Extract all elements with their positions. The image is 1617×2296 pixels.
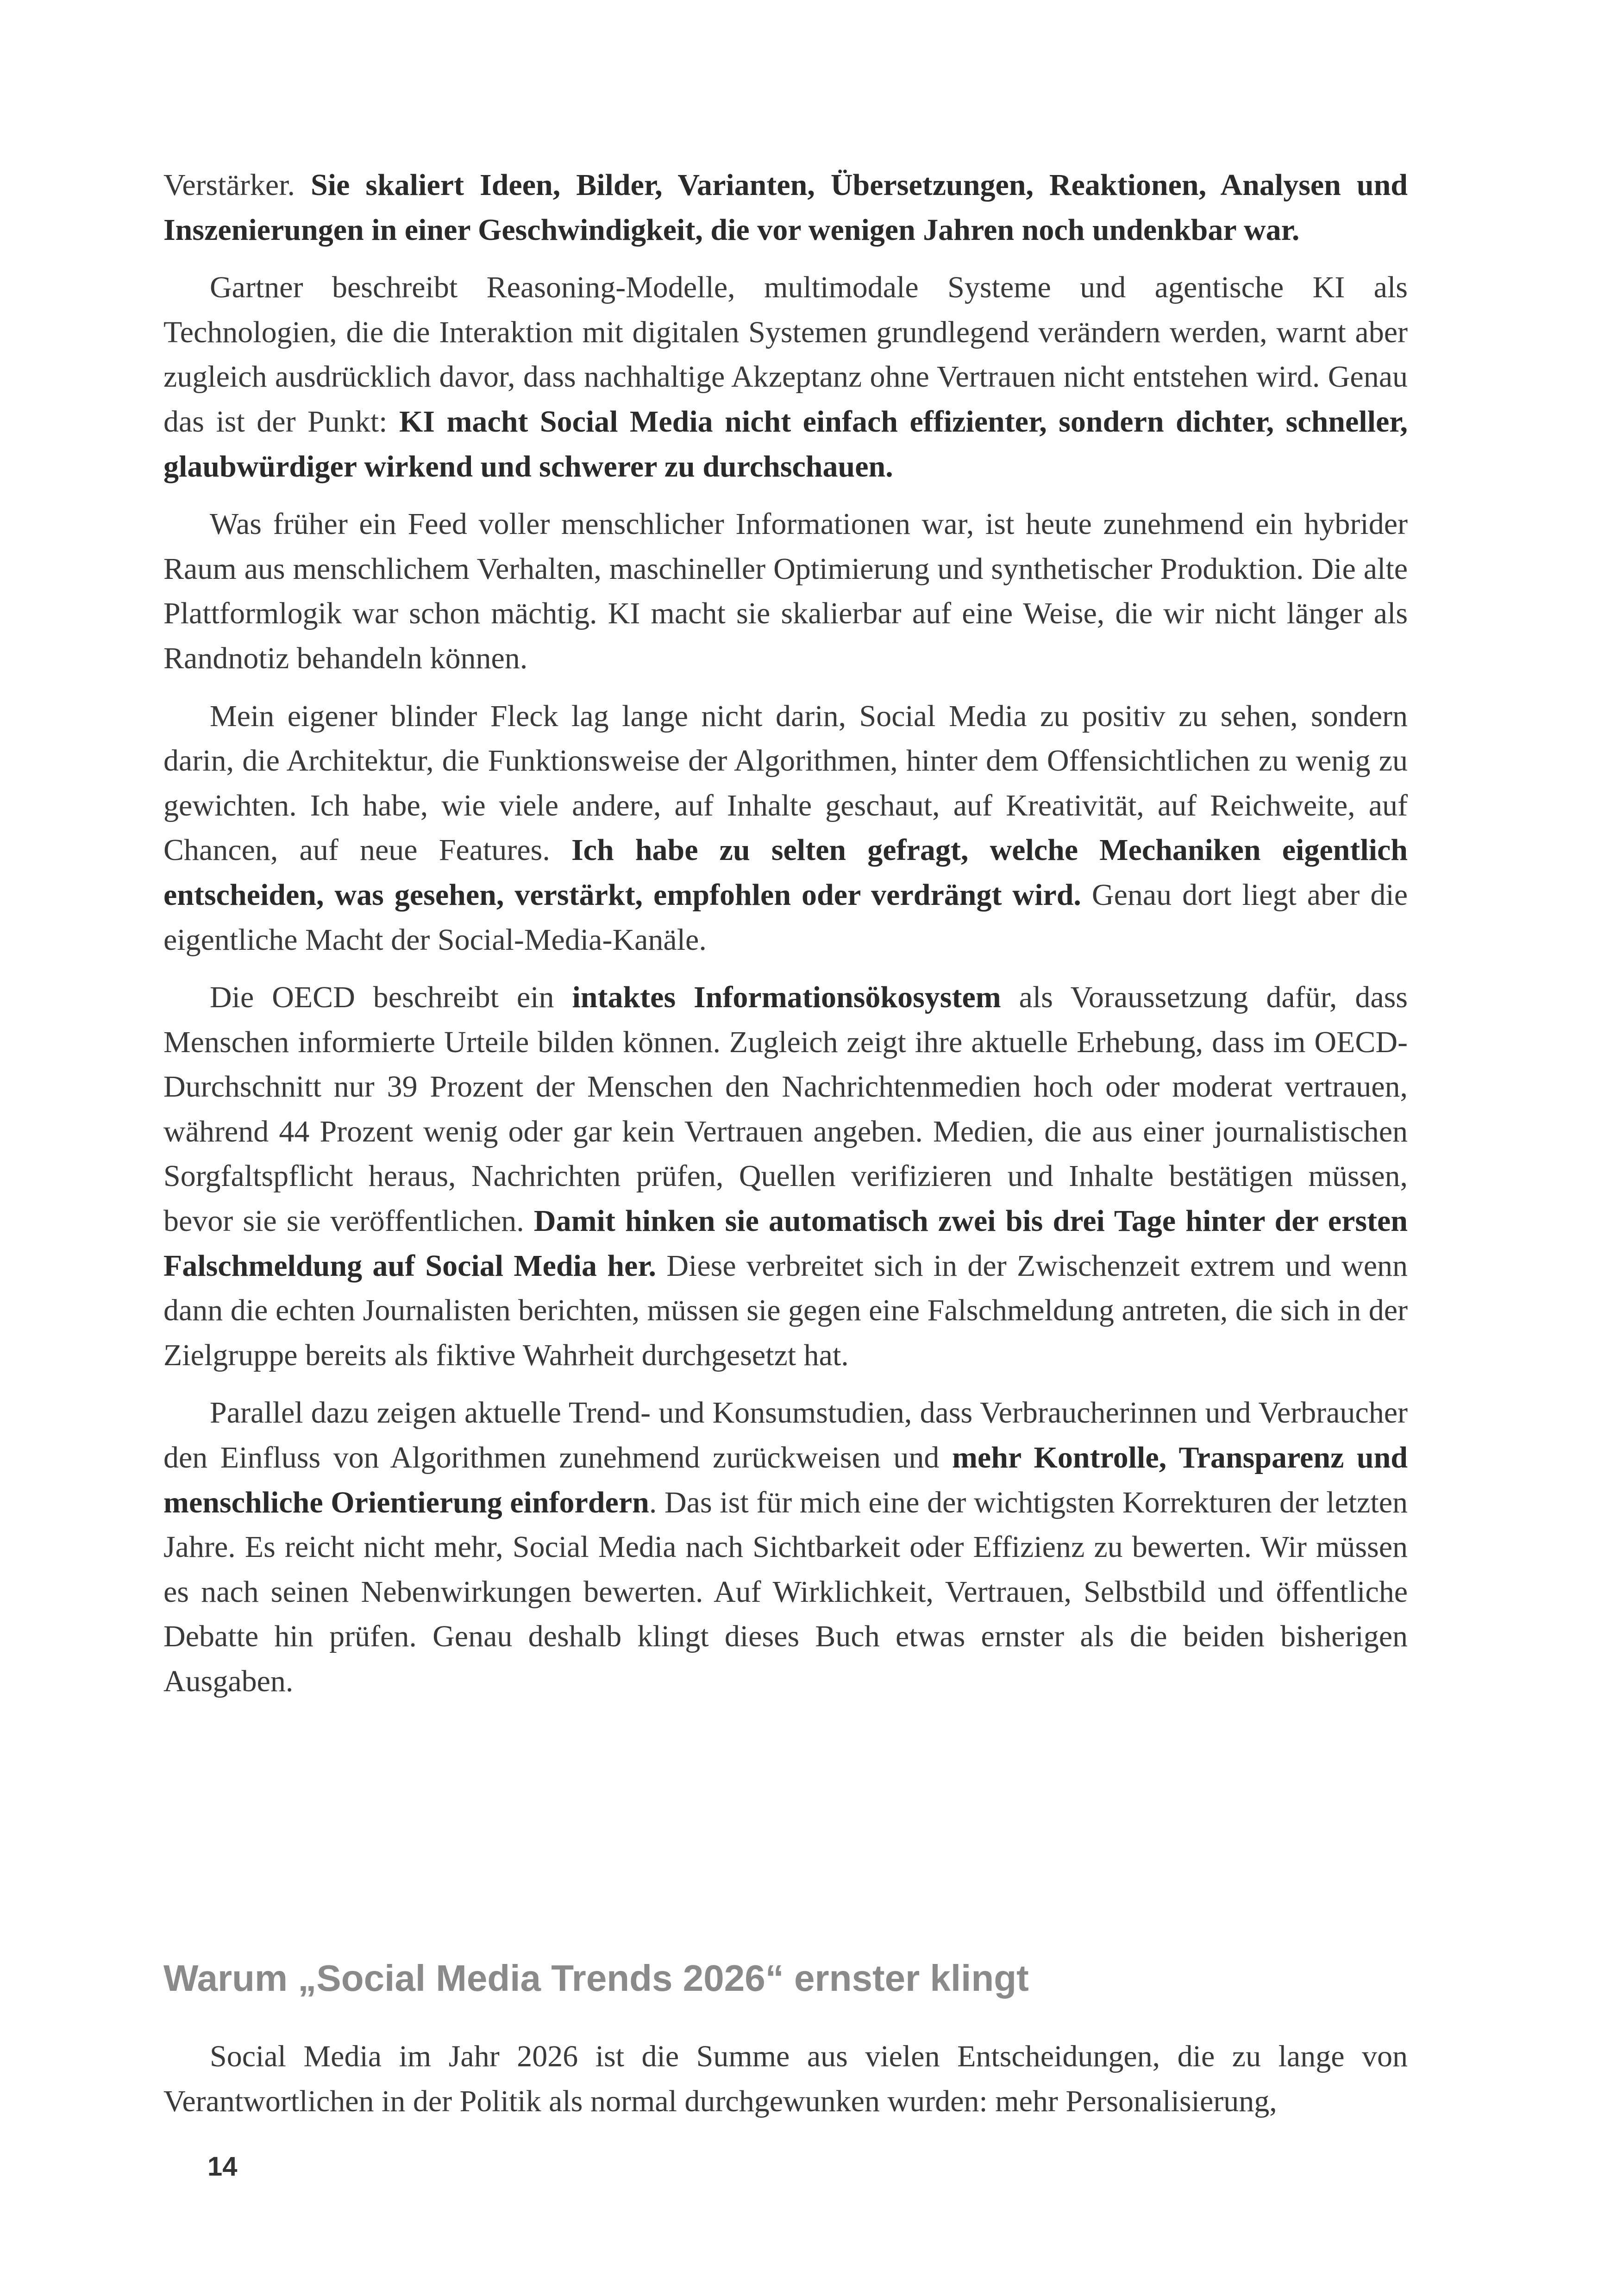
body-text-lower xyxy=(163,2034,1408,2124)
paragraph-4 xyxy=(163,694,1408,963)
paragraph-5 xyxy=(163,975,1408,1378)
text-run: als Voraussetzung dafür, dass Menschen informierte Urteile bilden können. Zugleich zeigt ihre aktuelle Erhebung, dass im OECD-Durchschnitt nur 39 Prozent der Menschen den Nachrichtenmedien hoch oder moderat vertrauen, während 44 Prozent wenig oder gar kein Vertrauen angeben. Medien, die aus einer journalistischen Sorgfaltspflicht heraus, Nachrichten prüfen, Quellen verifizieren und Inhalte bestätigen müssen, bevor sie sie veröffentlichen. xyxy=(163,980,1408,1238)
text-run: Genau dort liegt aber die eigentliche Macht der Social-Media-Kanäle. xyxy=(163,878,1408,957)
text-run: Die OECD beschreibt ein xyxy=(210,980,572,1015)
paragraph-after-heading xyxy=(163,2034,1408,2124)
section-heading: Warum „Social Media Trends 2026“ ernster klingt xyxy=(163,1957,1029,1999)
bold-text-run: intaktes Informationsökosystem xyxy=(572,980,1001,1015)
bold-text-run: Sie skaliert Ideen, Bilder, Varianten, Übersetzungen, Reaktionen, Analysen und Inszenierungen in einer Geschwindigkeit, die vor wenigen Jahren noch undenkbar war. xyxy=(163,168,1408,247)
text-run: Mein eigener blinder Fleck lag lange nicht darin, Social Media zu positiv zu sehen, sondern darin, die Architektur, die Funktionsweise der Algorithmen, hinter dem Offensichtlichen zu wenig zu gewichten. Ich habe, wie viele andere, auf Inhalte geschaut, auf Kreativität, auf Reichweite, auf Chancen, auf neue Features. xyxy=(163,699,1408,867)
bold-text-run: mehr Kontrolle, Transparenz und menschliche Orientierung einfordern xyxy=(163,1441,1408,1519)
text-run: Parallel dazu zeigen aktuelle Trend- und Konsumstudien, dass Verbraucherinnen und Verbraucher den Einfluss von Algorithmen zunehmend zurückweisen und xyxy=(163,1396,1408,1475)
paragraph-3 xyxy=(163,502,1408,681)
bold-text-run: KI macht Social Media nicht einfach effizienter, sondern dichter, schneller, glaubwürdiger wirkend und schwerer zu durchschauen. xyxy=(163,404,1408,483)
text-run: Verstärker. xyxy=(163,168,311,202)
text-run: Was früher ein Feed voller menschlicher Informationen war, ist heute zunehmend ein hybrider Raum aus menschlichem Verhalten, maschineller Optimierung und synthetischer Produktion. Die alte Plattformlogik war schon mächtig. KI macht sie skalierbar auf eine Weise, die wir nicht länger als Randnotiz behandeln können. xyxy=(163,507,1408,675)
page-number: 14 xyxy=(207,2152,238,2182)
paragraph-2 xyxy=(163,265,1408,489)
text-run: Diese verbreitet sich in der Zwischenzeit extrem und wenn dann die echten Journalisten berichten, müssen sie gegen eine Falschmeldung antreten, die sich in der Zielgruppe bereits als fiktive Wahrheit durchgesetzt hat. xyxy=(163,1248,1408,1372)
text-run: Social Media im Jahr 2026 ist die Summe aus vielen Entscheidungen, die zu lange von Verantwortlichen in der Politik als normal durchgewunken wurden: mehr Personalisierung, xyxy=(163,2039,1408,2118)
bold-text-run: Damit hinken sie automatisch zwei bis drei Tage hinter der ersten Falschmeldung auf Social Media her. xyxy=(163,1204,1408,1283)
body-text-upper xyxy=(163,163,1408,1704)
paragraph-1 xyxy=(163,163,1408,252)
bold-text-run: Ich habe zu selten gefragt, welche Mechaniken eigentlich entscheiden, was gesehen, verstärkt, empfohlen oder verdrängt wird. xyxy=(163,833,1408,912)
text-run: Gartner beschreibt Reasoning-Modelle, multimodale Systeme und agentische KI als Technologien, die die Interaktion mit digitalen Systemen grundlegend verändern werden, warnt aber zugleich ausdrücklich davor, dass nachhaltige Akzeptanz ohne Vertrauen nicht entstehen wird. Genau das ist der Punkt: xyxy=(163,270,1408,439)
paragraph-6 xyxy=(163,1391,1408,1704)
text-run: . Das ist für mich eine der wichtigsten Korrekturen der letzten Jahre. Es reicht nicht mehr, Social Media nach Sichtbarkeit oder Effizienz zu bewerten. Wir müssen es nach seinen Nebenwirkungen bewerten. Auf Wirklichkeit, Vertrauen, Selbstbild und öffentliche Debatte hin prüfen. Genau deshalb klingt dieses Buch etwas ernster als die beiden bisherigen Ausgaben. xyxy=(163,1485,1408,1698)
